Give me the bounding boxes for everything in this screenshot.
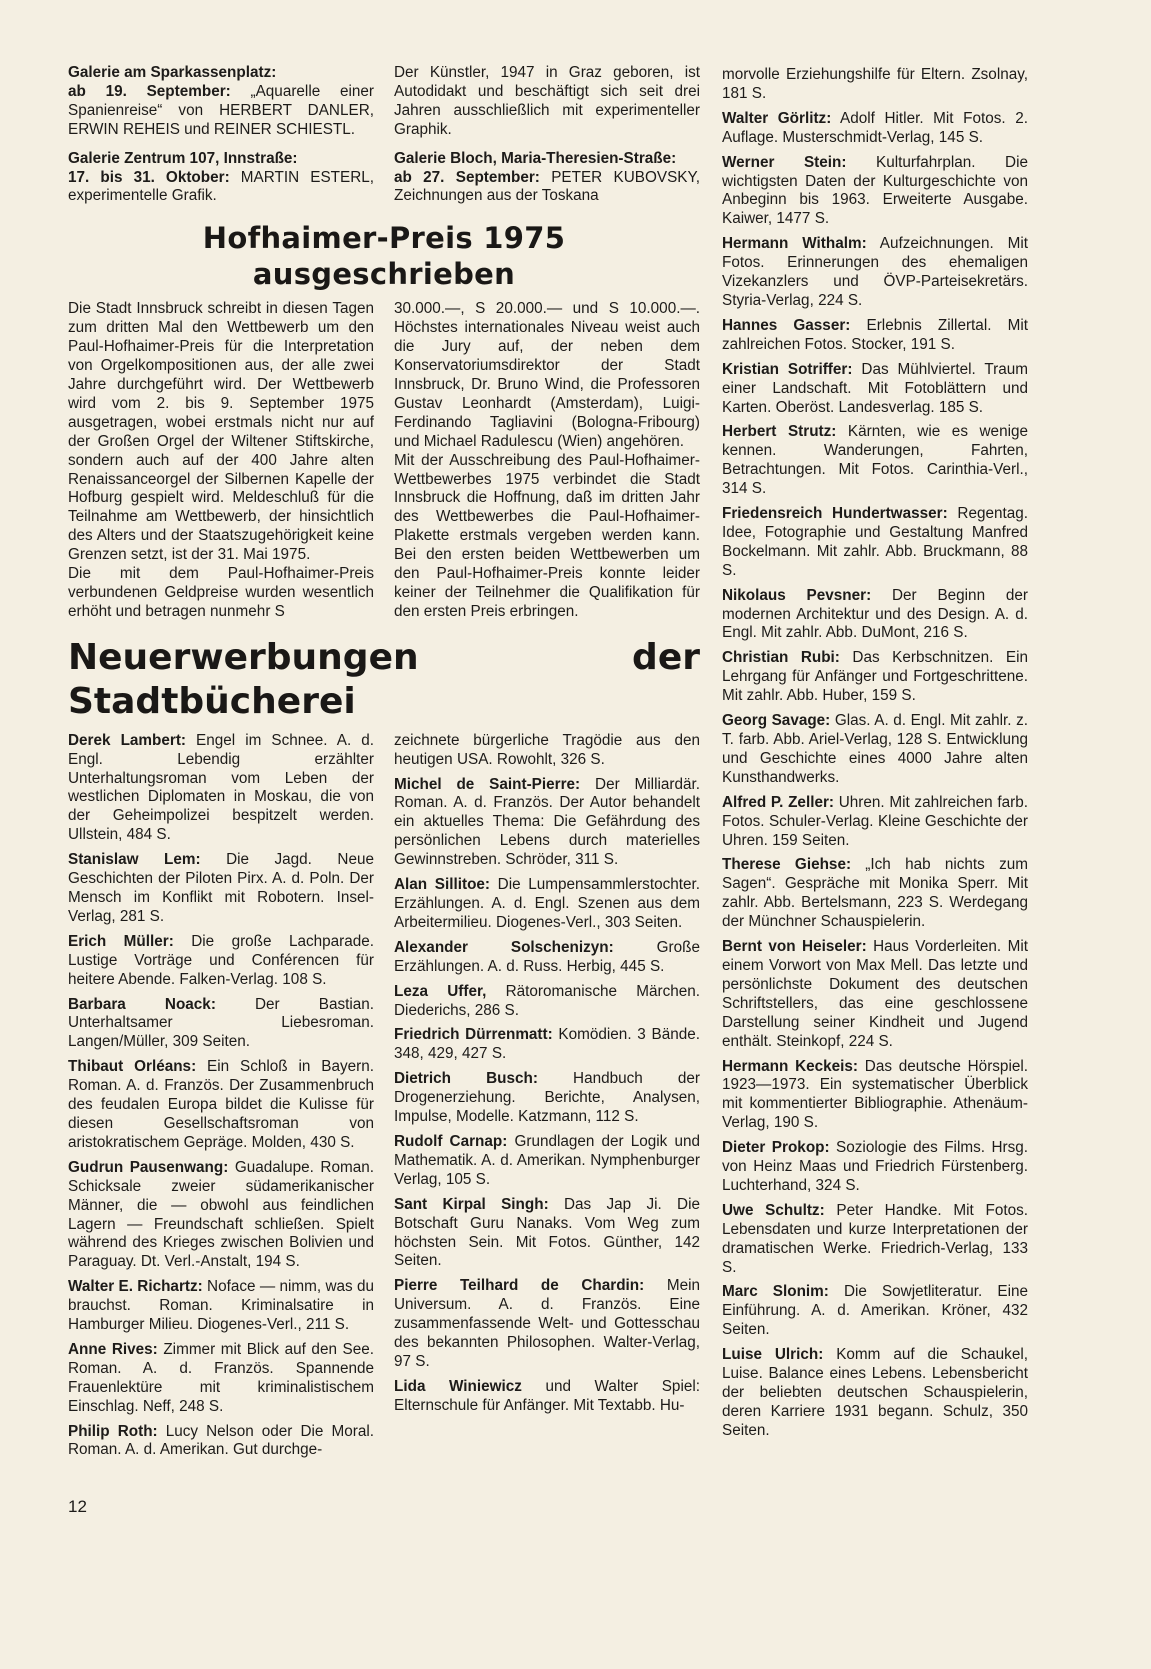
entry-author: Sant Kirpal Singh: [394,1195,549,1213]
entry-author: Erich Müller: [68,932,174,950]
entry [68,1159,374,1272]
entry-text: Guadalupe. Roman. Schicksale zweier südamerikanischer Männer, die — obwohl aus feindlichen Lagern — Freundschaft schließen. Spielt während des Krieges zwischen Bolivien und Paraguay. Dt. Verl.-Anstalt, 194 S. [68,1158,374,1271]
entry-text: Die Stadt Innsbruck schreibt in diesen Tagen zum dritten Mal den Wettbewerb um den Paul-Hofhaimer-Preis für die Interpretation von Orgelkompositionen aus, der alle zwei Jahre durchgeführt wird. Der Wettbewerb wird vom 2. bis 9. September 1975 ausgetragen, wobei erstmals nicht nur auf der Großen Orgel der Wiltener Stiftskirche, sondern auch auf der 400 Jahre alten Renaissanceorgel der Silbernen Kapelle der Hofburg gespielt wird. Meldeschluß für die Teilnahme am Wettbewerb, der hinsichtlich des Alters und der Staatszugehörigkeit keine Grenzen setzt, ist der 31. Mai 1975. [68,300,374,564]
entry [68,83,374,140]
entry-text: Haus Vorderleiten. Mit einem Vorwort von Max Mell. Das letzte und persönlichste Dokument des deutschen Schriftstellers, das eine geschlossene Darstellung seiner Kindheit und Jugend enthält. Steinkopf, 224 S. [722,938,1029,1050]
entry [722,794,1028,851]
entry [722,235,1028,311]
entry-author: Gudrun Pausenwang: [68,1158,229,1176]
entry [722,66,1028,104]
entry-text: Soziologie des Films. Hrsg. von Heinz Maas und Friedrich Fürstenberg. Luchterhand, 324 S. [722,1139,1028,1194]
entry-author: Stanislaw Lem: [68,851,201,869]
entry [68,1341,374,1417]
entry-text: „Aquarelle einer Spanienreise“ von HERBERT DANLER, ERWIN REHEIS und REINER SCHIESTL. [68,82,374,138]
entry-text: Engel im Schnee. A. d. Engl. Lebendig erzählter Unterhaltungsroman vom Leben der westlichen Diplomaten in Moskau, die von der Geheimpolizei bespitzelt werden. Ullstein, 484 S. [68,731,374,844]
entry-text: Komödien. 3 Bände. 348, 429, 427 S. [394,1026,700,1063]
entry-text: Handbuch der Drogenerziehung. Berichte, Analysen, Impulse, Modelle. Katzmann, 112 S. [394,1070,700,1126]
entry-text: Das Kerbschnitzen. Ein Lehrgang für Anfänger und Fortgeschrittene. Mit zahlr. Abb. Huber, 159 S. [722,649,1028,705]
entry-author: Galerie Zentrum 107, Innstraße: [68,149,298,167]
entry [394,983,700,1021]
hofhaimer-article-right [394,300,700,621]
entry [722,712,1028,788]
entry-author: Therese Giehse: [722,856,852,874]
gallery-listings-right [394,64,700,206]
entry-text: Ein Schloß in Bayern. Roman. A. d. Französ. Der Zusammenbruch des feudalen Europa bildet die Kulisse für diesen Gesellschaftsroman von aristokratischem Gepräge. Molden, 430 S. [68,1058,374,1151]
entry-text: Große Erzählungen. A. d. Russ. Herbig, 445 S. [394,938,700,975]
entry-text: und Walter Spiel: Elternschule für Anfänger. Mit Textabb. Hu- [394,1377,700,1414]
entry-text: Peter Handke. Mit Fotos. Lebensdaten und kurze Interpretationen der dramatischen Werke. Friedrich-Verlag, 133 S. [722,1201,1029,1276]
entry [394,452,700,622]
entry [722,361,1028,418]
entry [722,423,1028,499]
entry-author: Rudolf Carnap: [394,1132,508,1150]
entry-text: Regentag. Idee, Fotographie und Gestaltung Manfred Bockelmann. Mit zahlr. Abb. Bruckmann, 88 S. [722,505,1028,579]
book-list-column-3 [722,66,1028,1487]
entry-text: Kärnten, wie es wenige kennen. Wanderungen, Fahrten, Betrachtungen. Mit Fotos. Carinthia-Verl., 314 S. [722,423,1028,498]
entry-author: ab 19. September: [68,82,231,100]
entry-author: Georg Savage: [722,712,831,730]
entry-author: Barbara Noack: [68,995,216,1013]
entry-text: Uhren. Mit zahlreichen farb. Fotos. Schuler-Verlag. Kleine Geschichte der Uhren. 159 Seiten. [722,793,1028,849]
entry [68,1058,374,1153]
entry-text: Grundlagen der Logik und Mathematik. A. d. Amerikan. Nymphenburger Verlag, 105 S. [394,1132,700,1188]
entry [722,110,1028,148]
entry-text: Aufzeichnungen. Mit Fotos. Erinnerungen des ehemaligen Vizekanzlers und ÖVP-Parteisekretärs. Styria-Verlag, 224 S. [722,235,1029,309]
entry-text: PETER KUBOVSKY, Zeichnungen aus der Toskana [394,168,700,205]
entry-author: Philip Roth: [68,1422,158,1440]
entry [722,1283,1028,1340]
entry [394,876,700,933]
entry-author: 17. bis 31. Oktober: [68,168,230,186]
entry [722,649,1028,706]
entry-text: Mein Universum. A. d. Französ. Eine zusammenfassende Welt- und Gottesschau des bekannten Philosophen. Walter-Verlag, 97 S. [394,1277,700,1370]
hofhaimer-article [68,300,700,621]
book-list [68,732,700,1467]
entry-text: MARTIN ESTERL, experimentelle Grafik. [68,168,375,205]
entry [394,1026,700,1064]
entry-text: Der Künstler, 1947 in Graz geboren, ist Autodidakt und beschäftigt sich seit drei Jahren ausschließlich mit experimenteller Graphik. [394,64,700,138]
entry-text: 30.000.—, S 20.000.— und S 10.000.—. Höchstes internationales Niveau weist auch die Jury auf, der neben dem Konservatoriumsdirektor der Stadt Innsbruck, Dr. Bruno Wind, die Professoren Gustav Leonhardt (Amsterdam), Luigi-Ferdinando Tagliavini (Bologna-Fribourg) und Michael Radulescu (Wien) angehören. [394,300,700,450]
entry-author: Leza Uffer, [394,982,487,1000]
entry-author: Christian Rubi: [722,649,840,667]
entry-author: Walter Görlitz: [722,109,832,127]
entry [68,169,374,207]
entry-text: Der Milliardär. Roman. A. d. Französ. Der Autor behandelt ein aktuelles Thema: Die Gefährdung des persönlichen Lebens durch materielles Gewinnstreben. Schröder, 311 S. [394,775,700,869]
entry [68,851,374,927]
entry-text: zeichnete bürgerliche Tragödie aus den heutigen USA. Rowohlt, 326 S. [394,731,700,768]
entry-author: Bernt von Heiseler: [722,938,867,956]
entry-text: morvolle Erziehungshilfe für Eltern. Zsolnay, 181 S. [722,66,1028,102]
entry [394,1277,700,1372]
entry-text: Die mit dem Paul-Hofhaimer-Preis verbundenen Geldpreise wurden wesentlich erhöht und betragen nunmehr S [68,565,374,620]
entry-author: Walter E. Richartz: [68,1278,203,1296]
entry [394,150,700,169]
entry-text: Die Sowjetliteratur. Eine Einführung. A. d. Amerikan. Kröner, 432 Seiten. [722,1283,1028,1339]
entry [722,1139,1028,1196]
entry-text: Lucy Nelson oder Die Moral. Roman. A. d. Amerikan. Gut durchge- [68,1422,374,1459]
entry-text: Noface — nimm, was du brauchst. Roman. Kriminalsatire in Hamburger Milieu. Diogenes-Verl., 211 S. [68,1278,374,1334]
entry-author: Werner Stein: [722,153,847,171]
entry-author: Uwe Schultz: [722,1201,825,1219]
entry [394,732,700,770]
entry [68,996,374,1053]
entry [394,1133,700,1190]
entry-author: Friedensreich Hundertwasser: [722,505,948,523]
entry-text: Die Jagd. Neue Geschichten der Piloten Pirx. A. d. Poln. Der Mensch im Konflikt mit Robotern. Insel-Verlag, 281 S. [68,851,374,925]
entry-author: Alan Sillitoe: [394,876,491,894]
entry-author: Nikolaus Pevsner: [722,586,872,604]
entry-author: Luise Ulrich: [722,1346,824,1364]
gallery-listings-left [68,64,374,206]
entry [68,565,374,622]
entry [68,933,374,990]
entry-author: Alexander Solschenizyn: [394,938,614,956]
entry [394,169,700,207]
entry-text: Glas. A. d. Engl. Mit zahlr. z. T. farb. Abb. Ariel-Verlag, 128 S. Entwicklung und Geschichte eines 4000 Jahre alten Kunsthandwerks. [722,712,1028,786]
entry-text: Der Beginn der modernen Architektur und des Design. A. d. Engl. Mit zahlr. Abb. DuMont, 216 S. [722,586,1028,642]
entry-text: Rätoromanische Märchen. Diederichs, 286 S. [394,982,700,1019]
entry [722,154,1028,230]
main-content-area [68,64,700,1558]
entry [68,1278,374,1335]
entry-text: „Ich hab nichts zum Sagen“. Gespräche mit Monika Sperr. Mit zahlr. Abb. Bertelsmann, 223 S. Werdegang der Münchner Schauspielerin. [722,856,1028,931]
entry-author: ab 27. September: [394,168,540,186]
entry-text: Adolf Hitler. Mit Fotos. 2. Auflage. Musterschmidt-Verlag, 145 S. [722,109,1028,146]
entry [722,1346,1028,1441]
entry-author: Michel de Saint-Pierre: [394,775,581,793]
entry [722,938,1028,1051]
entry-author: Alfred P. Zeller: [722,793,834,811]
entry-text: Mit der Ausschreibung des Paul-Hofhaimer-Wettbewerbes 1975 verbindet die Stadt Innsbruck die Hoffnung, daß im dritten Jahr des Wettbewerbes die Paul-Hofhaimer-Plakette erstmals vergeben werden kann. Bei den ersten beiden Wettbewerben um den Paul-Hofhaimer-Preis konnte leider keiner der Teilnehmer die Qualifikation für den ersten Preis erbringen. [394,451,700,620]
hofhaimer-headline: Hofhaimer-Preis 1975 ausgeschrieben [202,221,566,292]
entry [68,64,374,83]
book-list-column-2 [394,732,700,1422]
entry [722,587,1028,644]
entry-author: Dieter Prokop: [722,1139,830,1157]
entry-author: Friedrich Dürrenmatt: [394,1026,553,1044]
entry-author: Marc Slonim: [722,1283,829,1301]
entry [394,1070,700,1127]
entry-text: Zimmer mit Blick auf den See. Roman. A. d. Französ. Spannende Frauenlektüre mit kriminalistischem Einschlag. Neff, 248 S. [68,1340,375,1415]
entry-author: Anne Rives: [68,1340,158,1358]
entry [394,1196,700,1272]
entry-author: Herbert Strutz: [722,423,837,441]
entry-author: Galerie am Sparkassenplatz: [68,64,277,81]
entry [722,856,1028,932]
entry [394,776,700,871]
entry [394,939,700,977]
gallery-listings [68,64,700,206]
entry-author: Hannes Gasser: [722,316,851,334]
entry [394,300,700,451]
entry-text: Der Bastian. Unterhaltsamer Liebesroman. Langen/Müller, 309 Seiten. [68,995,375,1051]
entry-text: Kulturfahrplan. Die wichtigsten Daten der Kulturgeschichte von Anbeginn bis 1963. Erweiterte Ausgabe. Kaiwer, 1477 S. [722,153,1028,228]
entry-author: Dietrich Busch: [394,1070,538,1088]
entry-author: Galerie Bloch, Maria-Theresien-Straße: [394,149,677,167]
entry-text: Das Jap Ji. Die Botschaft Guru Nanaks. Vom Weg zum höchsten Sein. Mit Fotos. Günther, 142 Seiten. [394,1195,701,1270]
book-list-column-1 [68,732,374,1467]
entry-author: Pierre Teilhard de Chardin: [394,1277,645,1295]
entry-text: Die Lumpensammlerstochter. Erzählungen. A. d. Engl. Szenen aus dem Arbeitermilieu. Diogenes-Verl., 303 Seiten. [394,876,700,931]
entry [68,150,374,169]
entry [394,64,700,140]
entry [68,300,374,565]
entry-author: Hermann Keckeis: [722,1057,859,1075]
entry-text: Komm auf die Schaukel, Luise. Balance eines Lebens. Lebensbericht der beliebten deutschen Schauspielerin, deren Karriere 1931 begann. Schulz, 350 Seiten. [722,1346,1028,1439]
entry [68,732,374,845]
entry [722,1202,1028,1278]
hofhaimer-article-left [68,300,374,621]
entry [394,1378,700,1416]
entry [722,1058,1028,1134]
entry-text: Die große Lachparade. Lustige Vorträge und Conférencen für heitere Abende. Falken-Verlag. 108 S. [68,932,374,988]
entry-text: Das deutsche Hörspiel. 1923—1973. Ein systematischer Überblick mit kommentierter Bibliographie. Athenäum-Verlag, 190 S. [722,1057,1028,1132]
entry-author: Kristian Sotriffer: [722,360,853,378]
entry-author: Derek Lambert: [68,731,187,749]
entry-author: Thibaut Orléans: [68,1058,197,1076]
entry-text: Das Mühlviertel. Traum einer Landschaft. Mit Fotoblättern und Karten. Oberöst. Landesverlag. 185 S. [722,360,1028,416]
entry [722,317,1028,355]
neuerwerbungen-headline: Neuerwerbungen der Stadtbücherei [68,636,700,722]
entry-author: Hermann Withalm: [722,235,867,253]
entry-author: Lida Winiewicz [394,1377,522,1395]
page-number: 12 [68,1497,87,1517]
entry [722,505,1028,581]
entry [68,1423,374,1461]
entry-text: Erlebnis Zillertal. Mit zahlreichen Fotos. Stocker, 191 S. [722,316,1028,353]
